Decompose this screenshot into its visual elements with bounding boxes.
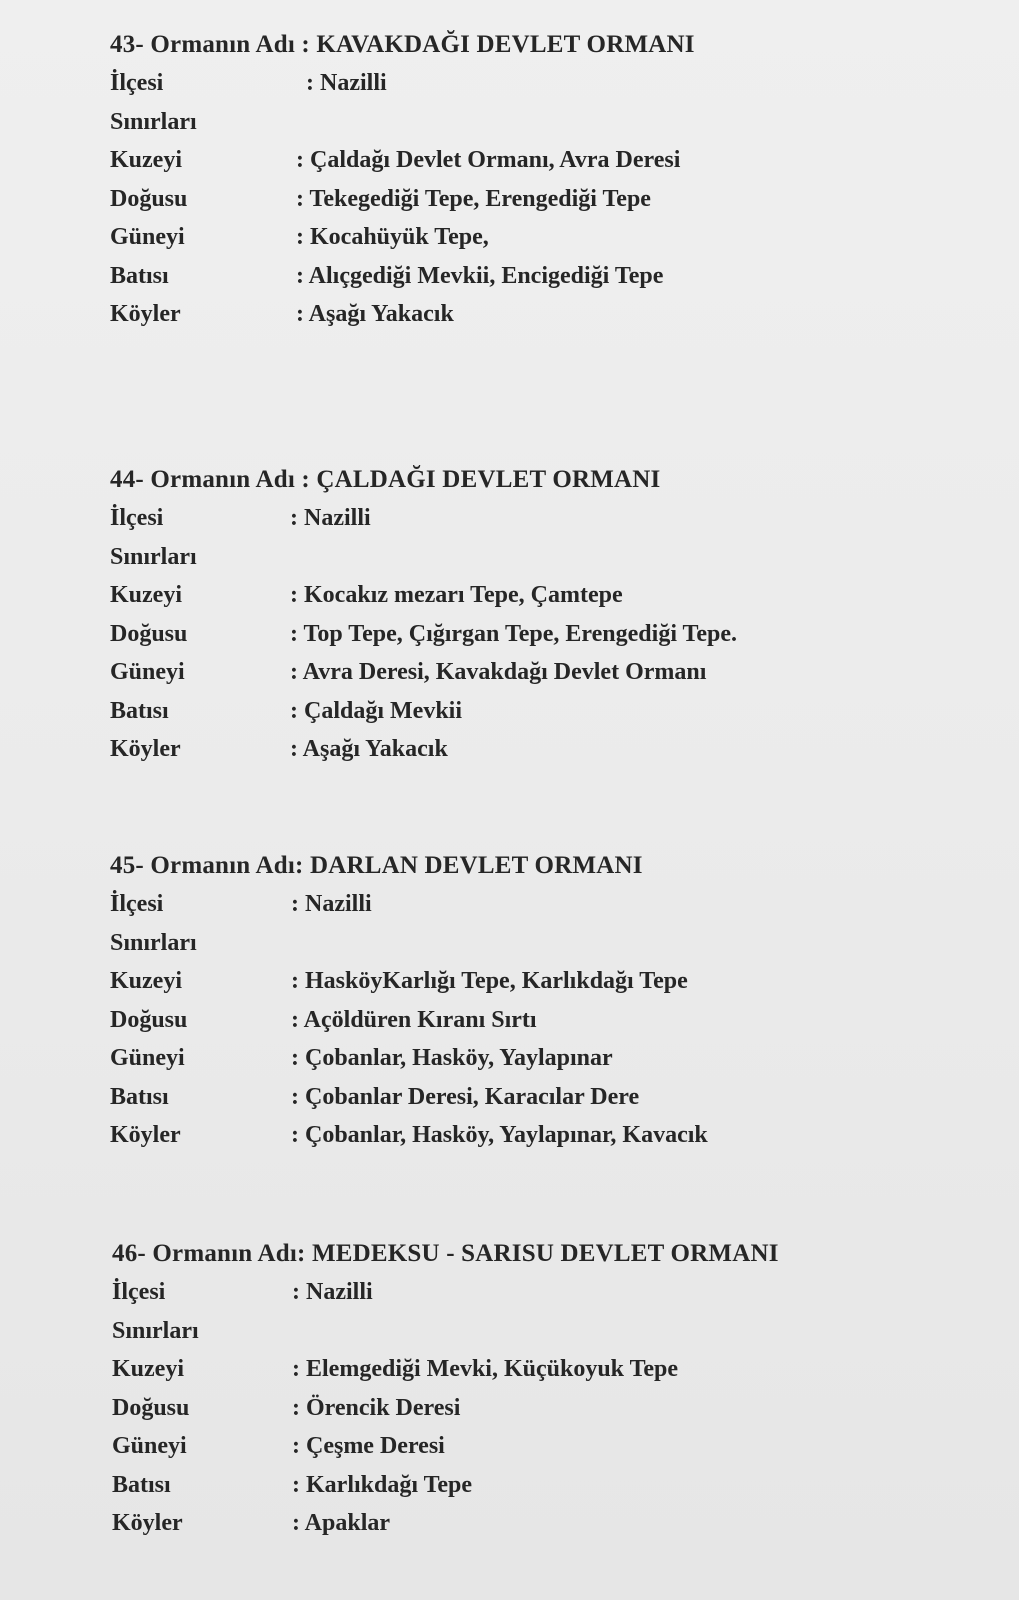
villages-label: Köyler <box>110 1122 181 1148</box>
west-value: : Karlıkdağı Tepe <box>292 1471 473 1498</box>
east-label: Doğusu <box>110 185 188 212</box>
section-title: 45- Ormanın Adı: DARLAN DEVLET ORMANI <box>110 852 643 879</box>
north-label: Kuzeyi <box>110 147 182 173</box>
east-value: : Örencik Deresi <box>292 1394 461 1421</box>
east-value: : Açöldüren Kıranı Sırtı <box>291 1006 537 1033</box>
east-label: Doğusu <box>110 620 188 647</box>
forest-section-43 <box>110 26 910 334</box>
district-row <box>110 499 910 538</box>
boundaries-label: Sınırları <box>110 929 197 956</box>
south-value: : Avra Deresi, Kavakdağı Devlet Ormanı <box>290 659 707 685</box>
south-row <box>110 653 910 692</box>
east-row <box>110 1001 910 1040</box>
east-row <box>110 615 910 654</box>
north-row <box>110 962 910 1001</box>
district-value: : Nazilli <box>306 70 387 96</box>
east-row <box>110 180 910 219</box>
north-value: : Elemgediği Mevki, Küçükoyuk Tepe <box>292 1356 679 1382</box>
villages-row <box>110 1116 910 1155</box>
boundaries-label: Sınırları <box>110 543 197 570</box>
south-row <box>110 218 910 257</box>
north-value: : HasköyKarlığı Tepe, Karlıkdağı Tepe <box>291 968 688 994</box>
west-row <box>110 692 910 731</box>
boundaries-label: Sınırları <box>112 1317 199 1344</box>
west-label: Batısı <box>110 262 169 289</box>
boundaries-row <box>110 103 910 142</box>
south-value: : Kocahüyük Tepe, <box>296 224 489 250</box>
west-label: Batısı <box>110 697 169 724</box>
boundaries-row <box>110 538 910 577</box>
section-title: 44- Ormanın Adı : ÇALDAĞI DEVLET ORMANI <box>110 466 661 493</box>
district-value: : Nazilli <box>290 505 371 531</box>
district-row <box>110 885 910 924</box>
district-row <box>112 1273 912 1312</box>
villages-value: : Aşağı Yakacık <box>290 736 448 762</box>
district-label: İlçesi <box>110 891 164 917</box>
south-label: Güneyi <box>110 224 185 250</box>
north-value: : Kocakız mezarı Tepe, Çamtepe <box>290 582 623 608</box>
east-value: : Top Tepe, Çığırgan Tepe, Erengediği Tepe. <box>290 620 738 647</box>
east-label: Doğusu <box>110 1006 188 1033</box>
south-row <box>112 1427 912 1466</box>
villages-row <box>112 1504 912 1543</box>
south-value: : Çeşme Deresi <box>292 1433 445 1459</box>
south-label: Güneyi <box>110 1045 185 1071</box>
west-value: : Çaldağı Mevkii <box>290 697 462 724</box>
east-value: : Tekegediği Tepe, Erengediği Tepe <box>296 185 651 212</box>
villages-label: Köyler <box>112 1510 183 1536</box>
villages-label: Köyler <box>110 301 181 327</box>
section-title: 46- Ormanın Adı: MEDEKSU - SARISU DEVLET ORMANI <box>112 1240 779 1267</box>
west-value: : Alıçgediği Mevkii, Encigediği Tepe <box>296 262 664 289</box>
west-row <box>110 1078 910 1117</box>
villages-row <box>110 730 910 769</box>
north-value: : Çaldağı Devlet Ormanı, Avra Deresi <box>296 147 681 173</box>
boundaries-label: Sınırları <box>110 108 197 135</box>
north-row <box>110 576 910 615</box>
west-row <box>110 257 910 296</box>
forest-section-44 <box>110 461 910 769</box>
north-row <box>112 1350 912 1389</box>
west-row <box>112 1466 912 1505</box>
forest-section-45 <box>110 847 910 1155</box>
north-row <box>110 141 910 180</box>
south-label: Güneyi <box>112 1433 187 1459</box>
east-row <box>112 1389 912 1428</box>
west-label: Batısı <box>110 1083 169 1110</box>
villages-value: : Çobanlar, Hasköy, Yaylapınar, Kavacık <box>291 1122 708 1148</box>
boundaries-row <box>110 924 910 963</box>
north-label: Kuzeyi <box>110 968 182 994</box>
villages-value: : Aşağı Yakacık <box>296 301 454 327</box>
west-value: : Çobanlar Deresi, Karacılar Dere <box>291 1083 640 1110</box>
villages-value: : Apaklar <box>292 1510 391 1536</box>
district-label: İlçesi <box>110 505 164 531</box>
district-label: İlçesi <box>112 1279 166 1305</box>
section-title: 43- Ormanın Adı : KAVAKDAĞI DEVLET ORMANI <box>110 31 695 58</box>
south-label: Güneyi <box>110 659 185 685</box>
district-value: : Nazilli <box>292 1279 373 1305</box>
villages-label: Köyler <box>110 736 181 762</box>
south-row <box>110 1039 910 1078</box>
north-label: Kuzeyi <box>110 582 182 608</box>
district-row <box>110 64 910 103</box>
district-label: İlçesi <box>110 70 164 96</box>
district-value: : Nazilli <box>291 891 372 917</box>
boundaries-row <box>112 1312 912 1351</box>
villages-row <box>110 295 910 334</box>
north-label: Kuzeyi <box>112 1356 184 1382</box>
east-label: Doğusu <box>112 1394 190 1421</box>
forest-section-46 <box>112 1235 912 1543</box>
south-value: : Çobanlar, Hasköy, Yaylapınar <box>291 1045 613 1071</box>
west-label: Batısı <box>112 1471 171 1498</box>
